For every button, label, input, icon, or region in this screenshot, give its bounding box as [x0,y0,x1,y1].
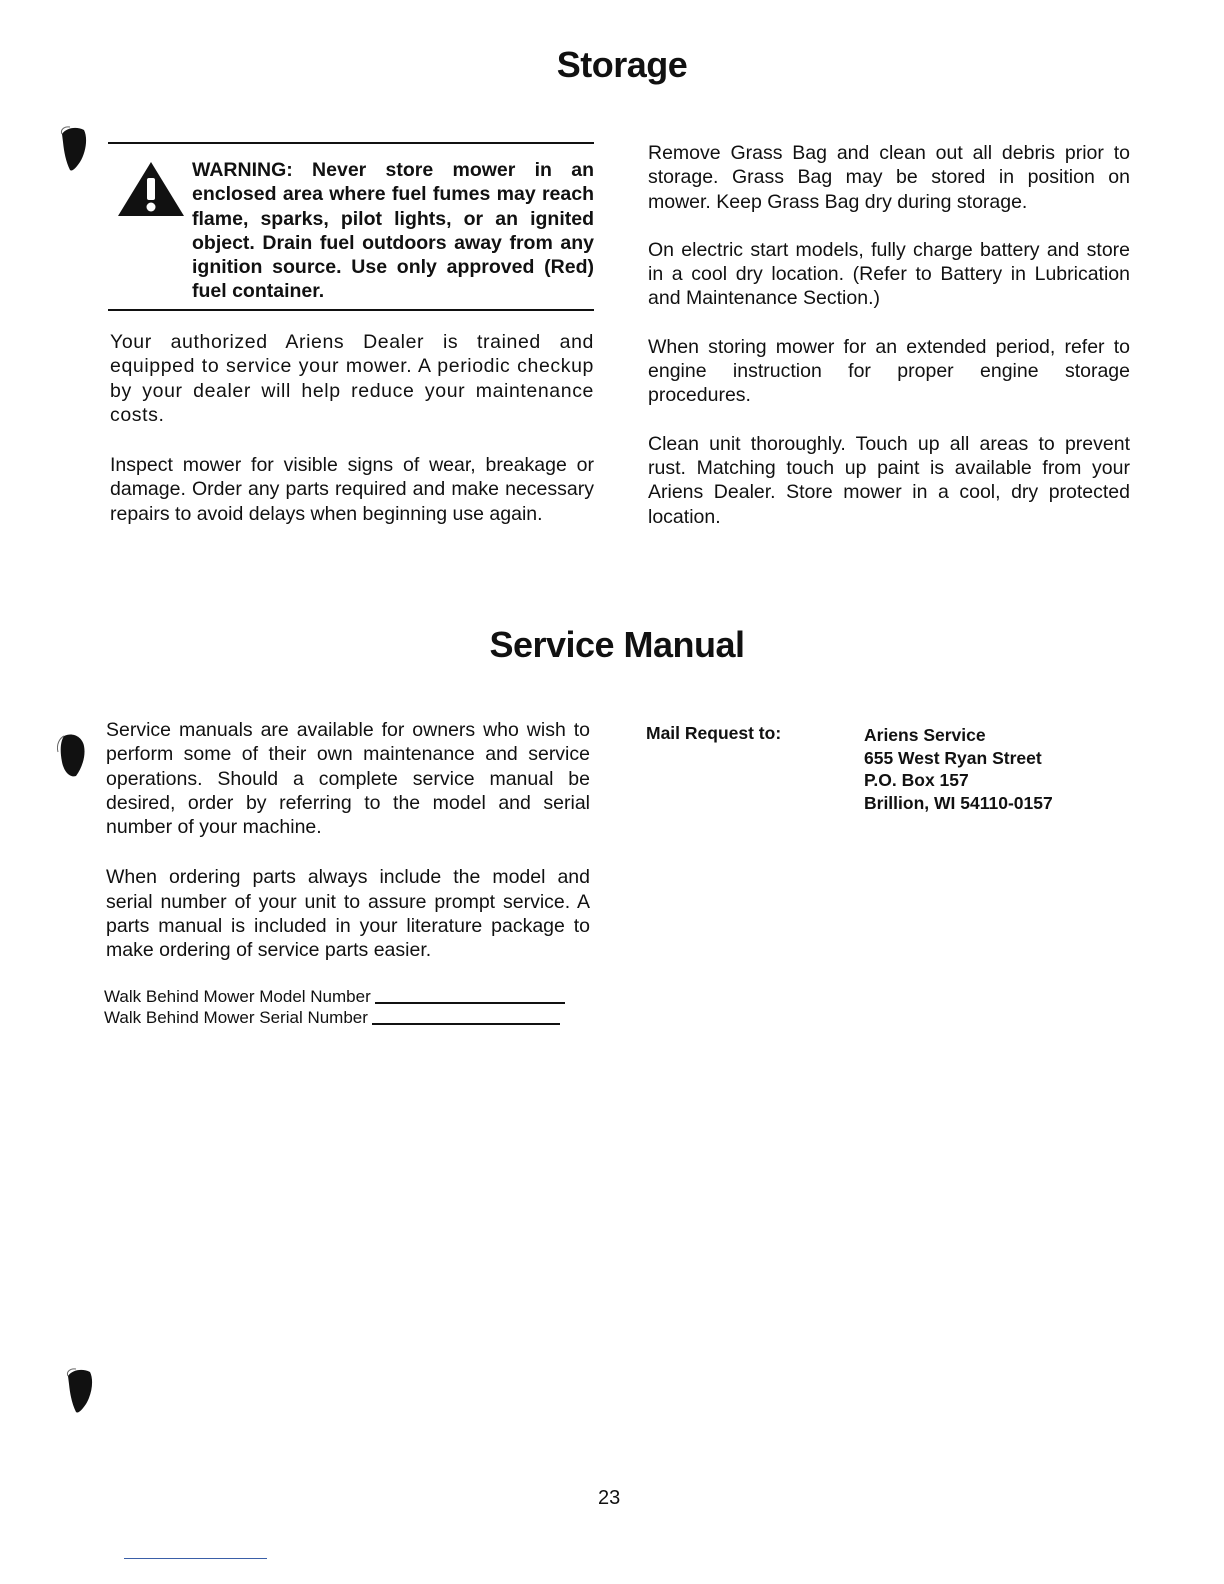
warning-bottom-rule [108,309,594,311]
binder-hole-icon [64,1368,94,1414]
warning-top-rule [108,142,594,144]
serial-number-blank[interactable] [372,1022,560,1025]
binder-hole-icon [56,732,86,778]
address-line: Ariens Service [864,725,986,745]
storage-left-column [110,330,594,526]
storage-extended-period-paragraph: When storing mower for an extended period, refer to engine instruction for proper engine storage procedures. [648,335,1130,407]
warning-label: WARNING: [192,159,293,181]
storage-right-column [648,141,1130,529]
storage-inspect-paragraph: Inspect mower for visible signs of wear, breakage or damage. Order any parts required and make necessary repairs to avoid delays when beginning use again. [110,454,594,525]
service-manual-availability-paragraph: Service manuals are available for owners who wish to perform some of their own maintenance and service operations. Should a complete service manual be desired, order by referring to the model and serial number of your machine. [106,719,590,839]
address-line: Brillion, WI 54110-0157 [864,792,1053,813]
warning-box [192,158,594,304]
storage-battery-paragraph: On electric start models, fully charge battery and store in a cool dry location. (Refer to Battery in Lubrication and Maintenance Section.) [648,238,1130,310]
address-line: 655 West Ryan Street [864,747,1042,768]
model-number-label: Walk Behind Mower Model Number [104,987,371,1006]
model-number-blank[interactable] [375,1001,565,1004]
page-number: 23 [598,1487,621,1509]
binder-hole-icon [58,126,88,172]
storage-clean-unit-paragraph: Clean unit thoroughly. Touch up all areas to prevent rust. Matching touch up paint is available from your Ariens Dealer. Store mower in a cool, dry protected location. [648,432,1130,528]
service-manual-title: Service Manual [489,624,745,665]
serial-number-field [104,1007,594,1028]
mailing-address [864,724,1053,814]
address-line: P.O. Box 157 [864,770,969,790]
service-manual-left-column [106,718,590,963]
warning-triangle-icon [116,160,186,218]
storage-title: Storage [556,44,688,85]
service-manual-ordering-paragraph: When ordering parts always include the model and serial number of your unit to assure prompt service. A parts manual is included in your literature package to make ordering of service parts easier. [106,866,590,962]
mower-info-form [104,986,594,1028]
serial-number-label: Walk Behind Mower Serial Number [104,1008,368,1027]
storage-dealer-paragraph: Your authorized Ariens Dealer is trained and equipped to service your mower. A periodic checkup by your dealer will help reduce your maintenance costs. [110,331,594,426]
model-number-field [104,986,594,1007]
footer-line [124,1558,267,1559]
storage-grass-bag-paragraph: Remove Grass Bag and clean out all debris prior to storage. Grass Bag may be stored in position on mower. Keep Grass Bag dry during storage. [648,142,1130,213]
warning-text [192,158,594,304]
warning-message: Never store mower in an enclosed area where fuel fumes may reach flame, sparks, pilot lights, or an ignited object. Drain fuel outdoors away from any ignition source. Use only approved (Red) fuel container. [192,159,595,303]
mail-request-label: Mail Request to: [646,723,782,743]
